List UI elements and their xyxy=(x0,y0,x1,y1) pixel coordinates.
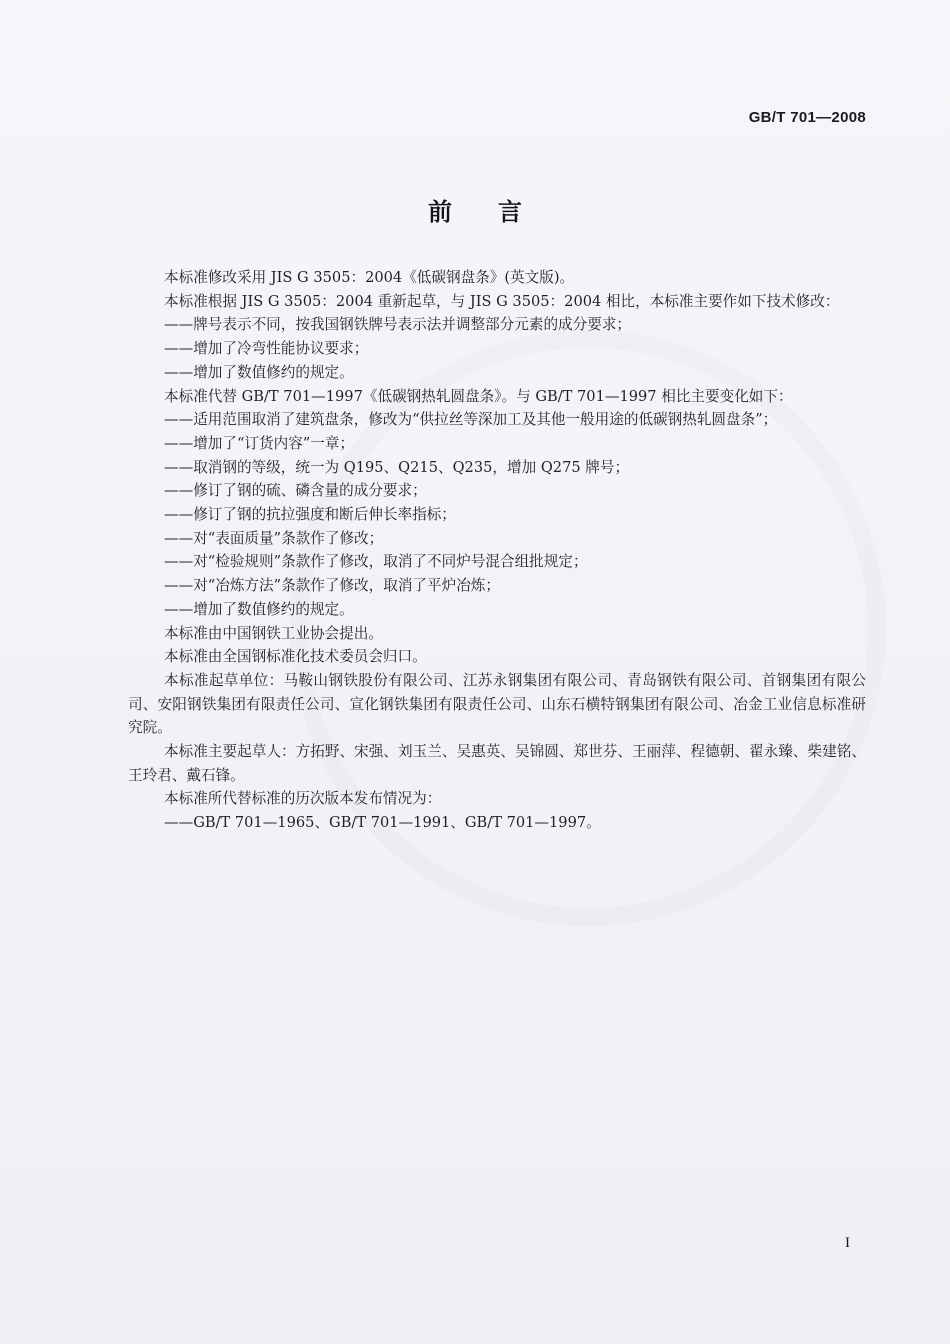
list-item: ——对“冶炼方法”条款作了修改，取消了平炉冶炼； xyxy=(164,577,500,595)
paragraph: 本标准主要起草人：方拓野、宋强、刘玉兰、吴惠英、吴锦圆、郑世芬、王丽萍、程德朝、翟永臻、柴建铭、王玲君、戴石锋。 xyxy=(128,743,866,784)
paragraph: 本标准由中国钢铁工业协会提出。 xyxy=(164,624,383,642)
list-item: ——对“检验规则”条款作了修改，取消了不同炉号混合组批规定； xyxy=(164,553,588,571)
list-item: ——增加了数值修约的规定。 xyxy=(164,363,354,381)
list-item: ——增加了“订货内容”一章； xyxy=(164,434,355,452)
list-item: ——GB/T 701—1965、GB/T 701—1991、GB/T 701—1997。 xyxy=(164,814,601,832)
list-item: ——增加了冷弯性能协议要求； xyxy=(164,340,369,358)
list-item: ——适用范围取消了建筑盘条，修改为“供拉丝等深加工及其他一般用途的低碳钢热轧圆盘条”； xyxy=(164,411,778,429)
list-item: ——修订了钢的硫、磷含量的成分要求； xyxy=(164,482,427,500)
paragraph: 本标准根据 JIS G 3505：2004 重新起草，与 JIS G 3505：2004 相比，本标准主要作如下技术修改： xyxy=(164,292,840,310)
page-title: 前言 xyxy=(428,198,568,226)
paragraph: 本标准修改采用 JIS G 3505：2004《低碳钢盘条》(英文版)。 xyxy=(164,269,575,286)
list-item: ——取消钢的等级，统一为 Q195、Q215、Q235，增加 Q275 牌号； xyxy=(164,458,630,476)
list-item: ——增加了数值修约的规定。 xyxy=(164,600,354,618)
page-number: I xyxy=(845,1235,850,1251)
standard-number: GB/T 701—2008 xyxy=(748,109,866,126)
paragraph: 本标准起草单位：马鞍山钢铁股份有限公司、江苏永钢集团有限公司、青岛钢铁有限公司、首钢集团有限公司、安阳钢铁集团有限责任公司、宣化钢铁集团有限责任公司、山东石横特钢集团有限公司、冶金工业信息标准研究院。 xyxy=(128,671,866,737)
paragraph: 本标准所代替标准的历次版本发布情况为： xyxy=(164,790,442,808)
paragraph: 本标准由全国钢标准化技术委员会归口。 xyxy=(164,648,427,666)
list-item: ——修订了钢的抗拉强度和断后伸长率指标； xyxy=(164,506,456,524)
paragraph: 本标准代替 GB/T 701—1997《低碳钢热轧圆盘条》。与 GB/T 701—1997 相比主要变化如下： xyxy=(164,387,793,405)
foreword-body xyxy=(128,266,866,835)
list-item: ——牌号表示不同，按我国钢铁牌号表示法并调整部分元素的成分要求； xyxy=(164,316,632,334)
list-item: ——对“表面质量”条款作了修改； xyxy=(164,529,384,547)
